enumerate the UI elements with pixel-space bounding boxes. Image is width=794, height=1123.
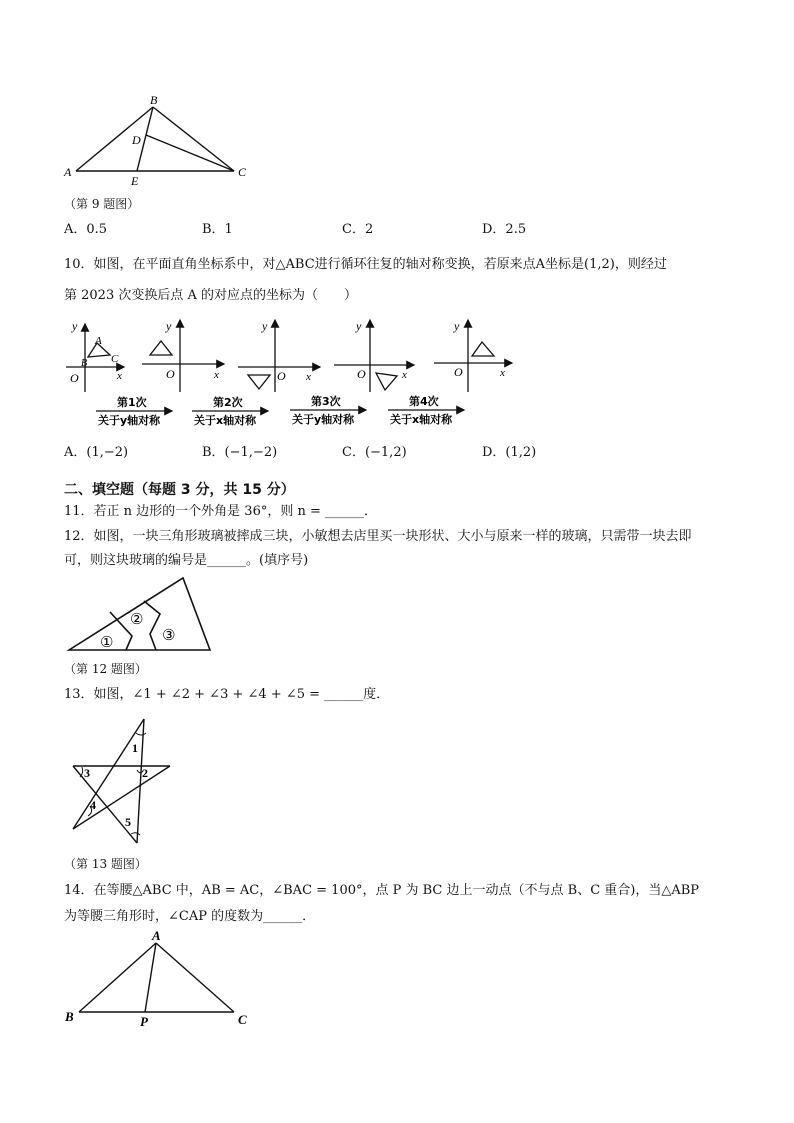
q12-piece-3: ③ bbox=[162, 628, 176, 644]
q13-angle-3: 3 bbox=[84, 766, 90, 780]
q9-label-c: C bbox=[238, 165, 247, 179]
q10-step1-top: 第1次 bbox=[117, 396, 147, 409]
q14-label-c: C bbox=[238, 1012, 247, 1027]
q10-p2-y-label: y bbox=[166, 319, 172, 333]
q10-step3-bottom: 关于y轴对称 bbox=[292, 413, 355, 426]
q13-caption: （第 13 题图） bbox=[64, 857, 147, 871]
q10-p3-o-label: O bbox=[277, 369, 286, 383]
q10-p4-x-label: x bbox=[402, 369, 407, 381]
q10-p4-o-label: O bbox=[357, 367, 366, 381]
q9-caption: （第 9 题图） bbox=[64, 197, 140, 211]
q10-option-d: D．(1,2) bbox=[482, 445, 537, 460]
q10-text-line2: 第 2023 次变换后点 A 的对应点的坐标为（ ） bbox=[64, 288, 358, 303]
q10-p3-x-label: x bbox=[306, 371, 311, 383]
q10-p2-o-label: O bbox=[166, 367, 175, 381]
q11-text: 11．若正 n 边形的一个外角是 36°，则 n = ______． bbox=[64, 504, 378, 519]
q10-p2-x-label: x bbox=[214, 369, 219, 381]
q9-label-b: B bbox=[150, 93, 158, 107]
q13-text: 13．如图，∠1 + ∠2 + ∠3 + ∠4 + ∠5 = ______度． bbox=[64, 687, 390, 702]
q10-p3-y-label: y bbox=[262, 319, 268, 333]
q10-p1-label-a: A bbox=[95, 335, 102, 347]
q10-step4-top: 第4次 bbox=[409, 395, 439, 408]
q10-step2-top: 第2次 bbox=[213, 396, 243, 409]
q13-angle-1: 1 bbox=[132, 741, 138, 755]
q13-angle-2: 2 bbox=[142, 766, 148, 780]
q10-step3-top: 第3次 bbox=[311, 395, 341, 408]
q10-step1-bottom: 关于y轴对称 bbox=[98, 414, 161, 427]
q14-text-line2: 为等腰三角形时，∠CAP 的度数为______． bbox=[64, 909, 316, 924]
section-fill-in-title: 二、填空题（每题 3 分，共 15 分） bbox=[64, 482, 295, 498]
q14-text-line1: 14．在等腰△ABC 中，AB = AC，∠BAC = 100°，点 P 为 BC 边上一动点（不与点 B、C 重合)，当△ABP bbox=[64, 883, 700, 898]
q10-option-c: C．(−1,2) bbox=[342, 445, 407, 460]
q10-p1-label-b: B bbox=[81, 358, 88, 369]
q9-label-e: E bbox=[131, 174, 139, 188]
q12-text-line2: 可，则这块玻璃的编号是______。(填序号) bbox=[64, 553, 309, 568]
q10-p4-y-label: y bbox=[356, 319, 362, 333]
q14-label-p: P bbox=[140, 1014, 148, 1029]
q13-angle-4: 4 bbox=[90, 798, 96, 812]
q12-text-line1: 12．如图，一块三角形玻璃被摔成三块，小敏想去店里买一块形状、大小与原来一样的玻璃，只需带一块去即 bbox=[64, 529, 692, 544]
q9-label-a: A bbox=[64, 165, 72, 179]
q12-caption: （第 12 题图） bbox=[64, 662, 147, 676]
q10-p1-label-c: C bbox=[111, 353, 119, 365]
q9-option-b: B．1 bbox=[202, 222, 233, 237]
q9-option-d: D．2.5 bbox=[482, 222, 527, 237]
q9-option-a: A．0.5 bbox=[64, 222, 108, 237]
q9-label-d: D bbox=[132, 133, 141, 147]
q14-label-b: B bbox=[65, 1009, 74, 1024]
q10-option-b: B．(−1,−2) bbox=[202, 445, 278, 460]
q10-p1-y-label: y bbox=[72, 319, 78, 333]
q13-angle-5: 5 bbox=[125, 815, 131, 829]
q12-piece-1: ① bbox=[100, 635, 114, 651]
q10-option-a: A．(1,−2) bbox=[64, 445, 129, 460]
q9-option-c: C．2 bbox=[342, 222, 374, 237]
q10-p5-y-label: y bbox=[454, 319, 460, 333]
q10-p5-x-label: x bbox=[500, 367, 505, 379]
q12-piece-2: ② bbox=[130, 612, 144, 628]
q10-step2-bottom: 关于x轴对称 bbox=[194, 414, 257, 427]
q10-p5-o-label: O bbox=[454, 365, 463, 379]
q10-text-line1: 10．如图，在平面直角坐标系中，对△ABC进行循环往复的轴对称变换，若原来点A坐标是(1,2)，则经过 bbox=[64, 257, 667, 272]
q10-p1-x-label: x bbox=[117, 370, 122, 382]
q10-p1-o-label: O bbox=[70, 371, 79, 385]
q14-label-a: A bbox=[152, 928, 161, 943]
q10-step4-bottom: 关于x轴对称 bbox=[390, 413, 453, 426]
